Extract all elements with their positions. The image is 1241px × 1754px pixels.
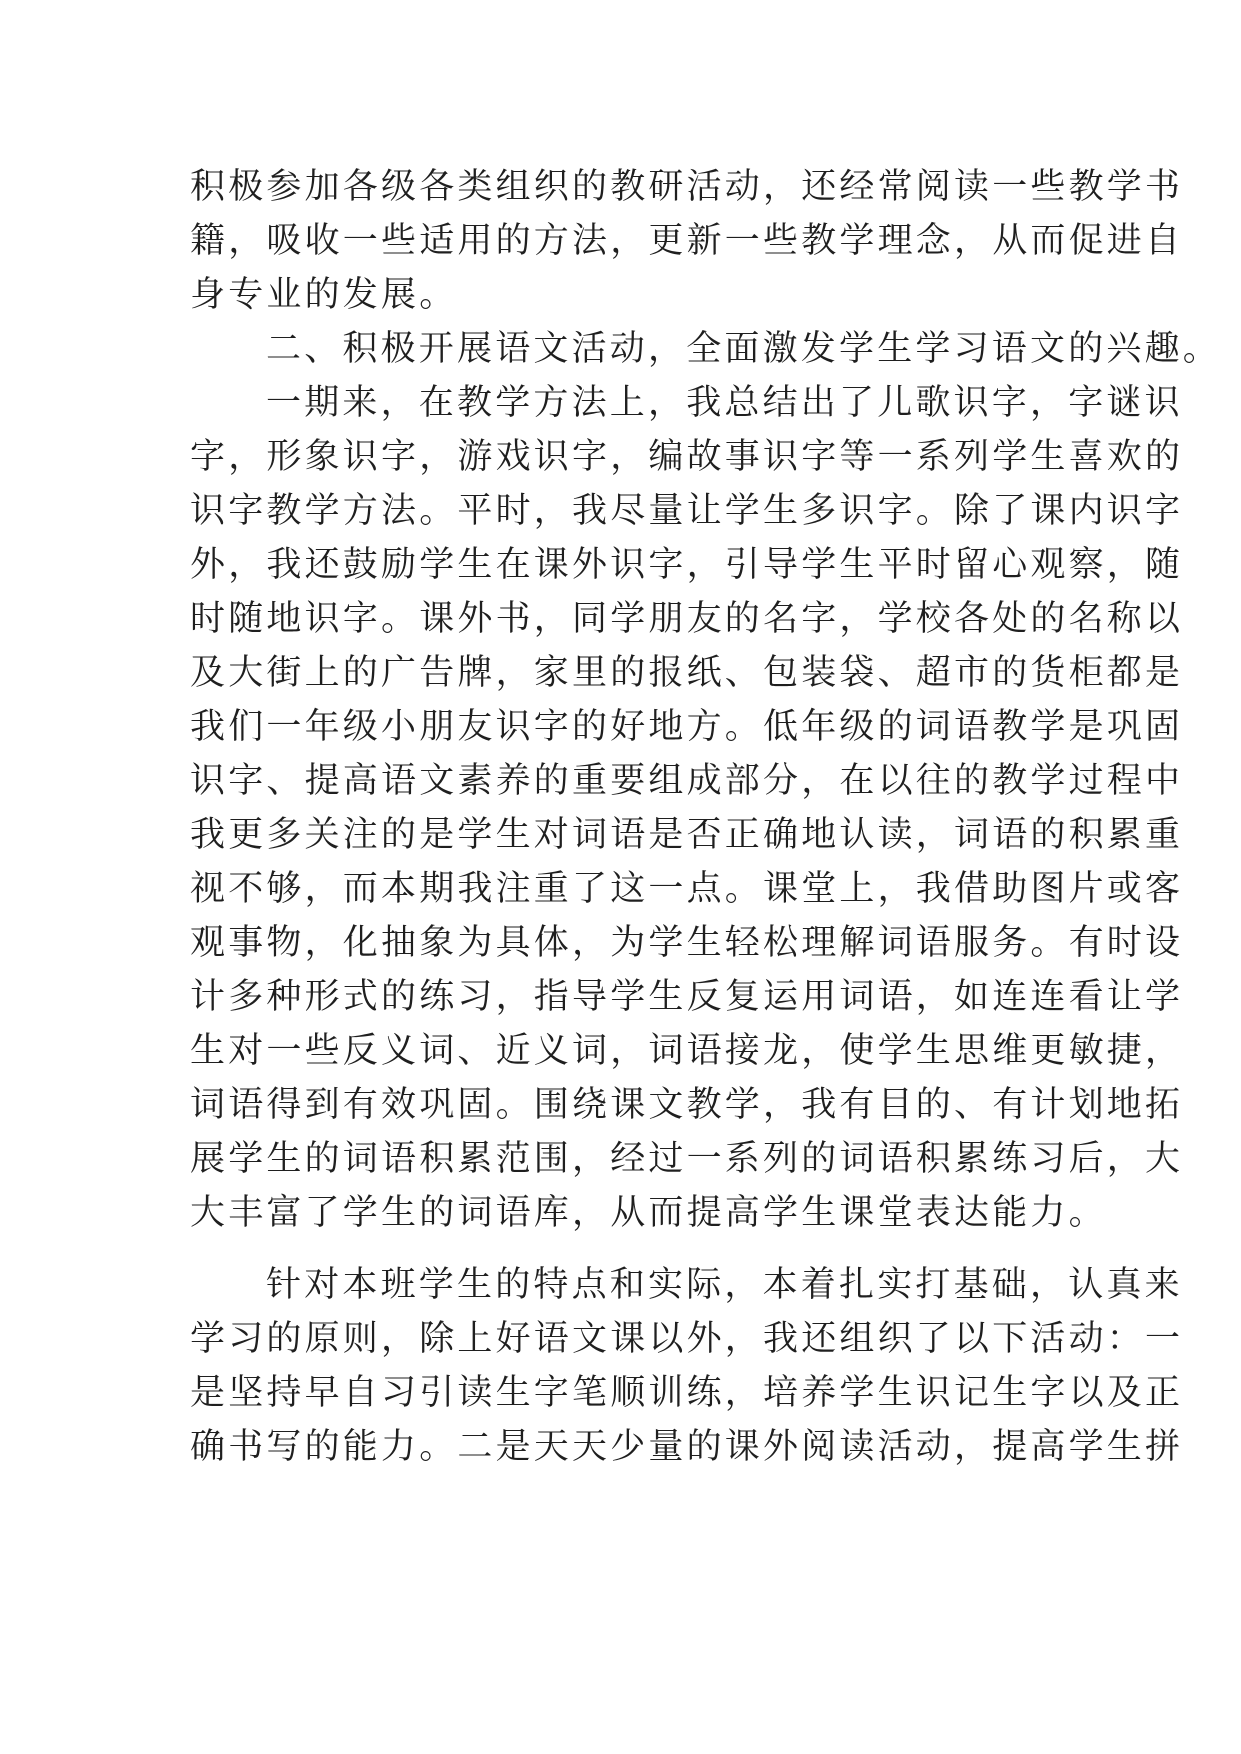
text-line: 积极参加各级各类组织的教研活动，还经常阅读一些教学书 [190, 167, 1184, 207]
text-line: 观事物，化抽象为具体，为学生轻松理解词语服务。有时设 [190, 923, 1184, 963]
text-line: 外，我还鼓励学生在课外识字，引导学生平时留心观察，随 [190, 545, 1184, 585]
text-line: 我们一年级小朋友识字的好地方。低年级的词语教学是巩固 [190, 707, 1184, 747]
paragraph-gap [190, 1240, 1060, 1258]
text-line: 字，形象识字，游戏识字，编故事识字等一系列学生喜欢的 [190, 437, 1184, 477]
text-line: 视不够，而本期我注重了这一点。课堂上，我借助图片或客 [190, 869, 1184, 909]
text-line: 针对本班学生的特点和实际，本着扎实打基础，认真来 [266, 1265, 1183, 1305]
text-line: 我更多关注的是学生对词语是否正确地认读，词语的积累重 [190, 815, 1184, 855]
text-line: 大丰富了学生的词语库，从而提高学生课堂表达能力。 [190, 1193, 1107, 1233]
text-line: 身专业的发展。 [190, 275, 458, 315]
text-line: 及大街上的广告牌，家里的报纸、包装袋、超市的货柜都是 [190, 653, 1184, 693]
text-line: 是坚持早自习引读生字笔顺训练，培养学生识记生字以及正 [190, 1373, 1184, 1413]
text-line: 籍，吸收一些适用的方法，更新一些教学理念，从而促进自 [190, 221, 1184, 261]
text-line: 词语得到有效巩固。围绕课文教学，我有目的、有计划地拓 [190, 1085, 1184, 1125]
text-line: 一期来，在教学方法上，我总结出了儿歌识字，字谜识 [266, 383, 1183, 423]
text-line: 识字教学方法。平时，我尽量让学生多识字。除了课内识字 [190, 491, 1184, 531]
text-line: 学习的原则，除上好语文课以外，我还组织了以下活动：一 [190, 1319, 1184, 1359]
text-line: 确书写的能力。二是天天少量的课外阅读活动，提高学生拼 [190, 1427, 1184, 1467]
section-heading: 二、积极开展语文活动，全面激发学生学习语文的兴趣。 [266, 329, 1222, 369]
text-line: 生对一些反义词、近义词，词语接龙，使学生思维更敏捷， [190, 1031, 1184, 1071]
text-line: 展学生的词语积累范围，经过一系列的词语积累练习后，大 [190, 1139, 1184, 1179]
text-line: 识字、提高语文素养的重要组成部分，在以往的教学过程中 [190, 761, 1184, 801]
body-text [190, 160, 1222, 1474]
text-line: 计多种形式的练习，指导学生反复运用词语，如连连看让学 [190, 977, 1184, 1017]
text-line: 时随地识字。课外书，同学朋友的名字，学校各处的名称以 [190, 599, 1184, 639]
